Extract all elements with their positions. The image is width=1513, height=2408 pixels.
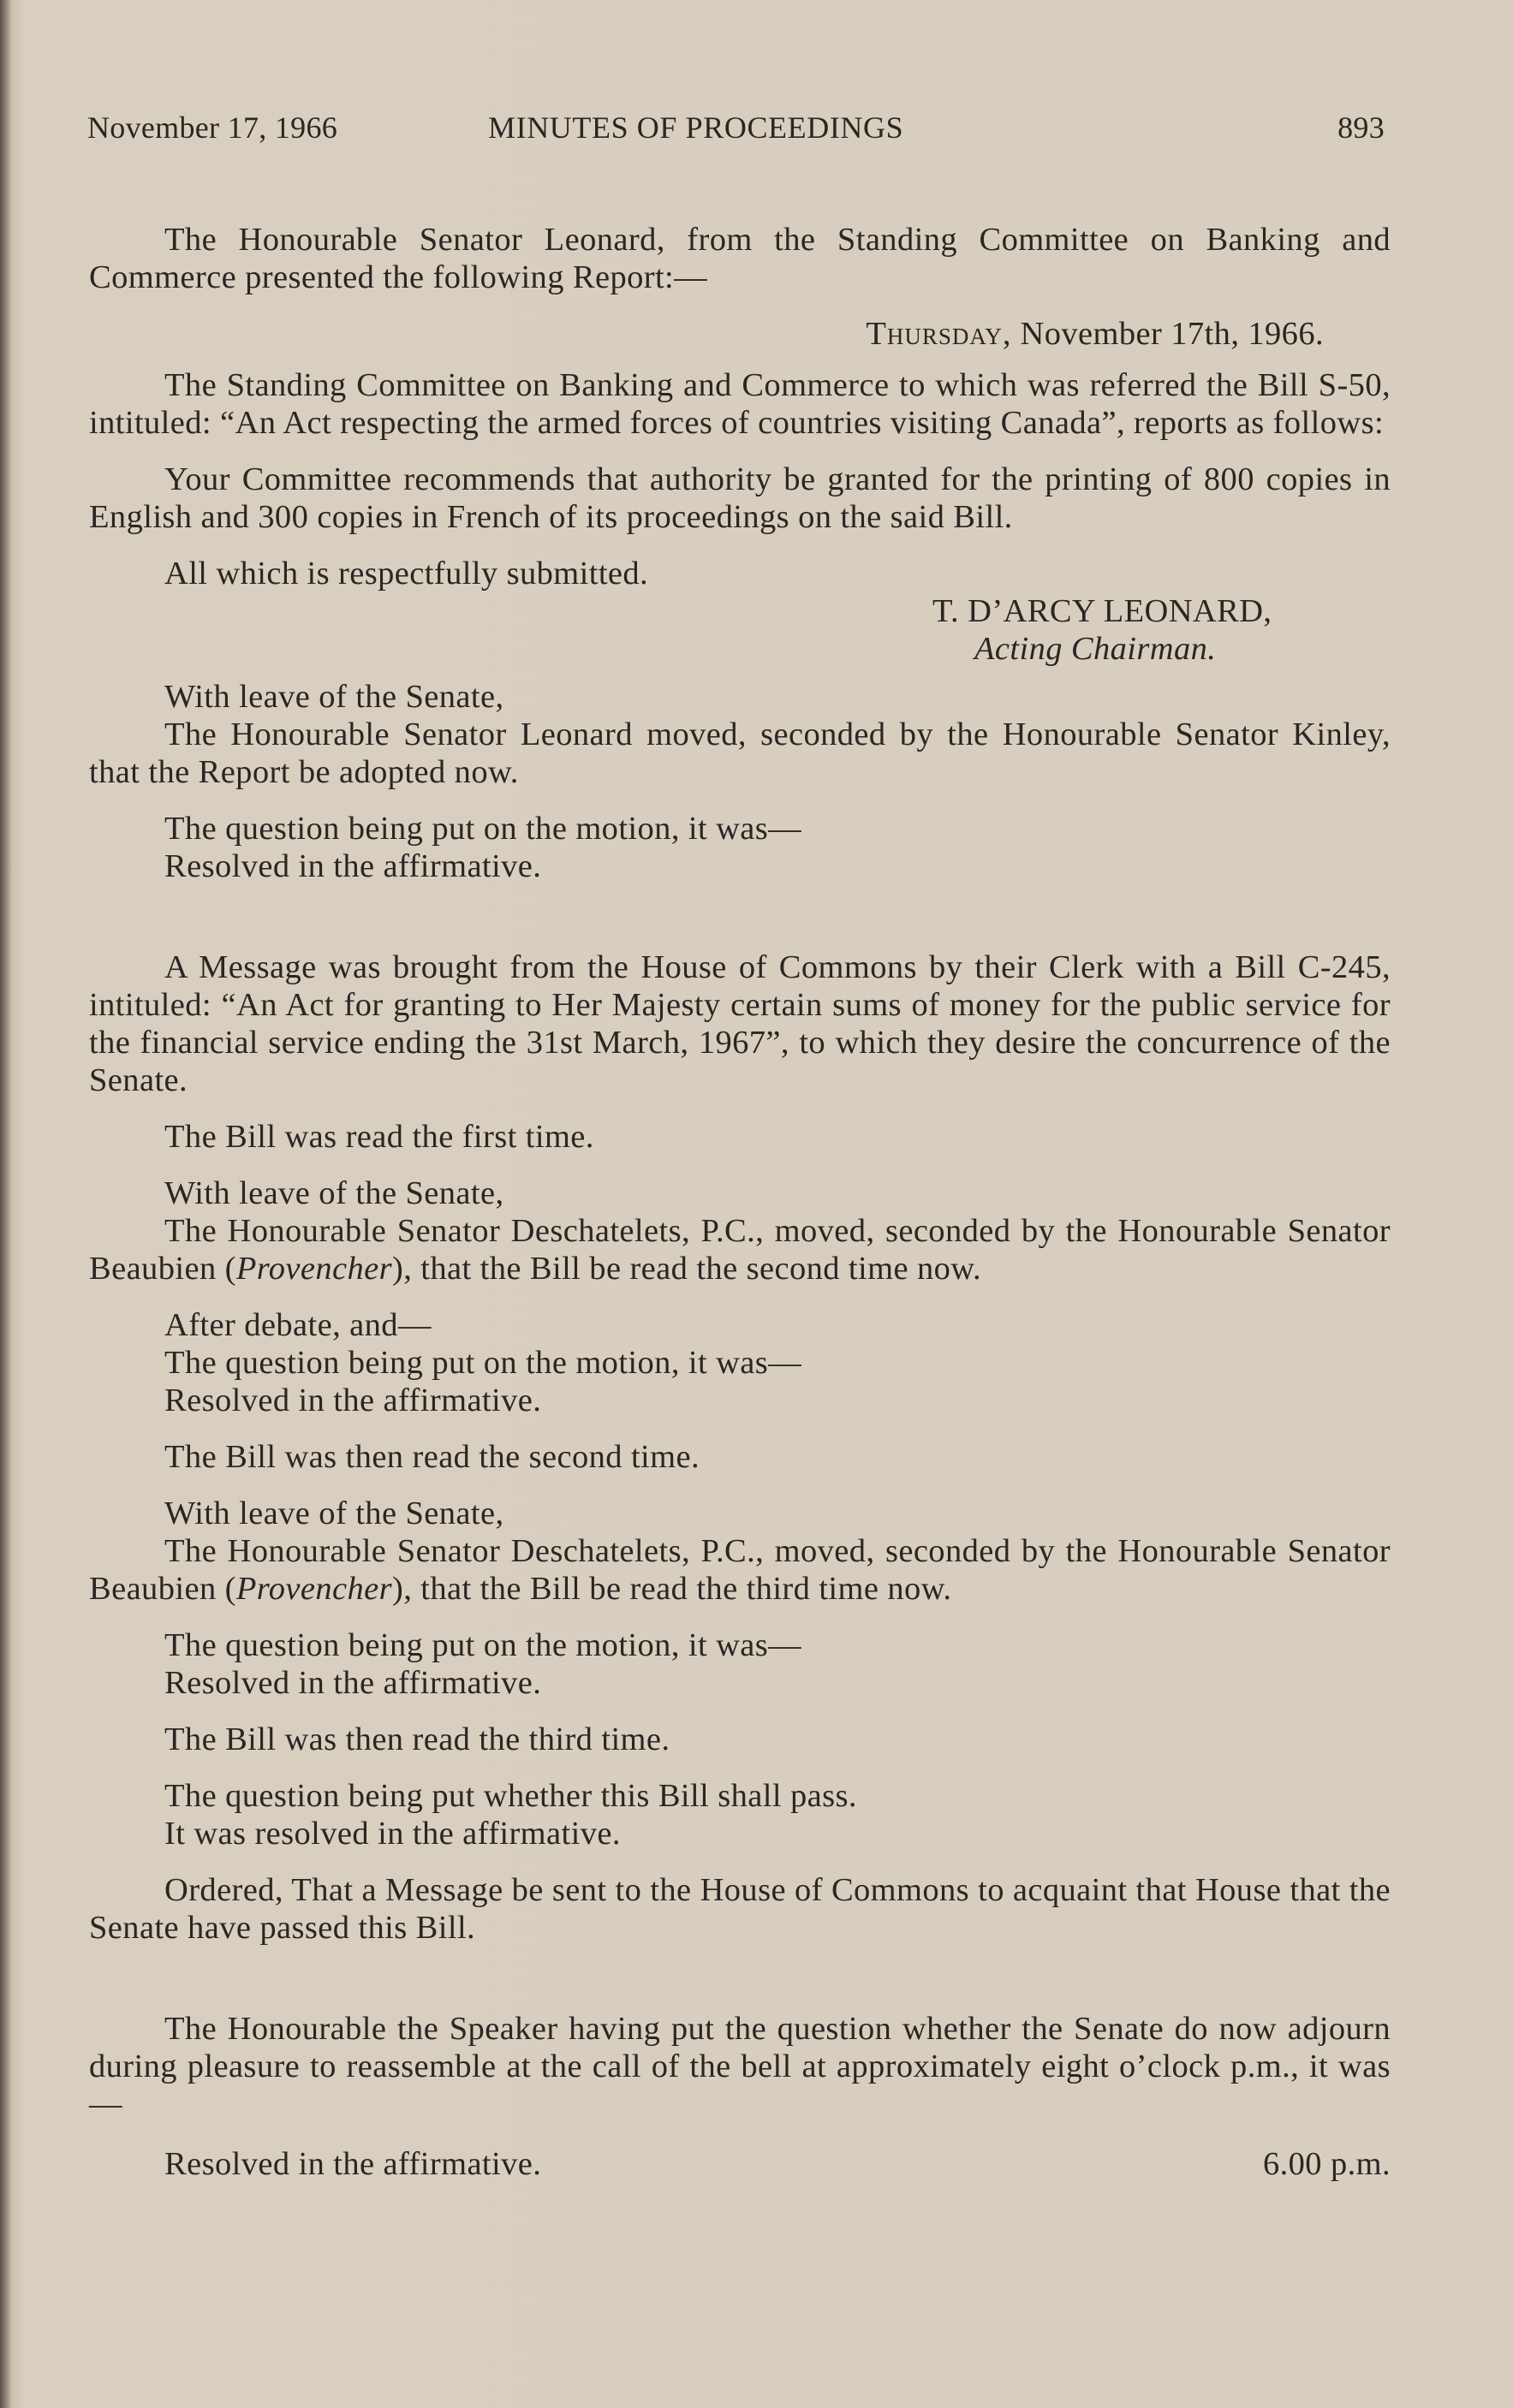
header-date: November 17, 1966 — [87, 110, 338, 145]
report-intro: The Honourable Senator Leonard, from the Standing Committee on Banking and Commerce presented the following Report:— — [89, 222, 1391, 295]
motion-riding: Provencher — [235, 1571, 393, 1607]
adjourn-time: 6.00 p.m. — [1262, 2146, 1391, 2182]
after-debate: After debate, and— — [164, 1307, 432, 1343]
page-content — [89, 221, 1391, 2183]
signature-title: Acting Chairman. — [974, 631, 1217, 667]
adoption-motion: The Honourable Senator Leonard moved, seconded by the Honourable Senator Kinley, that the Report be adopted now. — [89, 716, 1391, 790]
report-paragraph: Your Committee recommends that authority be granted for the printing of 800 copies in English and 300 copies in French of its proceedings on the said Bill. — [89, 461, 1391, 535]
ordered-paragraph: Ordered, That a Message be sent to the House of Commons to acquaint that House that the Senate have passed this Bill. — [89, 1872, 1391, 1946]
motion-third-reading — [89, 1532, 1391, 1608]
adoption-leave: With leave of the Senate, — [164, 679, 504, 715]
resolved-1: Resolved in the affirmative. — [164, 1382, 542, 1418]
question-1: The question being put on the motion, it was— — [164, 1345, 802, 1381]
motion-riding: Provencher — [235, 1251, 393, 1287]
motion-text: ), that the Bill be read the third time now. — [392, 1571, 952, 1607]
leave-1: With leave of the Senate, — [164, 1175, 504, 1211]
motion-text: The Honourable Senator Deschatelets, P.C., moved, seconded by the Honourable Senator Beaubien ( — [89, 1213, 1391, 1287]
message-paragraph: A Message was brought from the House of Commons by their Clerk with a Bill C-245, intituled: “An Act for granting to Her Majesty certain sums of money for the public service for the financial service ending the 31st March, 1967”, to which they desire the concurrence of the Senate. — [89, 949, 1391, 1098]
third-reading: The Bill was then read the third time. — [164, 1721, 670, 1757]
page-header — [87, 110, 1385, 161]
motion-text: The Honourable Senator Deschatelets, P.C., moved, seconded by the Honourable Senator Beaubien ( — [89, 1533, 1391, 1607]
pass-resolved: It was resolved in the affirmative. — [164, 1816, 621, 1852]
adjourn-resolved-line — [89, 2145, 1391, 2183]
leave-2: With leave of the Senate, — [164, 1495, 504, 1531]
question-2: The question being put on the motion, it was— — [164, 1627, 802, 1663]
pass-question: The question being put whether this Bill shall pass. — [164, 1778, 857, 1814]
adjourn-resolved: Resolved in the affirmative. — [164, 2146, 542, 2182]
report-date-day: Thursday, — [866, 316, 1012, 352]
adoption-question: The question being put on the motion, it was— — [164, 811, 802, 847]
report-date — [89, 315, 1391, 353]
page-number: 893 — [1337, 110, 1385, 145]
first-reading: The Bill was read the first time. — [164, 1119, 594, 1155]
motion-second-reading — [89, 1212, 1391, 1287]
report-date-rest: November 17th, 1966. — [1011, 316, 1324, 352]
header-title: MINUTES OF PROCEEDINGS — [488, 110, 904, 145]
signature-name: T. D’ARCY LEONARD, — [932, 593, 1272, 629]
second-reading: The Bill was then read the second time. — [164, 1439, 700, 1475]
adoption-resolved: Resolved in the affirmative. — [164, 848, 542, 884]
report-paragraph: The Standing Committee on Banking and Commerce to which was referred the Bill S-50, intituled: “An Act respecting the armed forces of countries visiting Canada”, reports as follows: — [89, 367, 1391, 441]
resolved-2: Resolved in the affirmative. — [164, 1665, 542, 1701]
adjourn-paragraph: The Honourable the Speaker having put the question whether the Senate do now adjourn during pleasure to reassemble at the call of the bell at approximately eight o’clock p.m., it was— — [89, 2011, 1391, 2122]
motion-text: ), that the Bill be read the second time now. — [392, 1251, 982, 1287]
report-submitted: All which is respectfully submitted. — [164, 556, 649, 592]
